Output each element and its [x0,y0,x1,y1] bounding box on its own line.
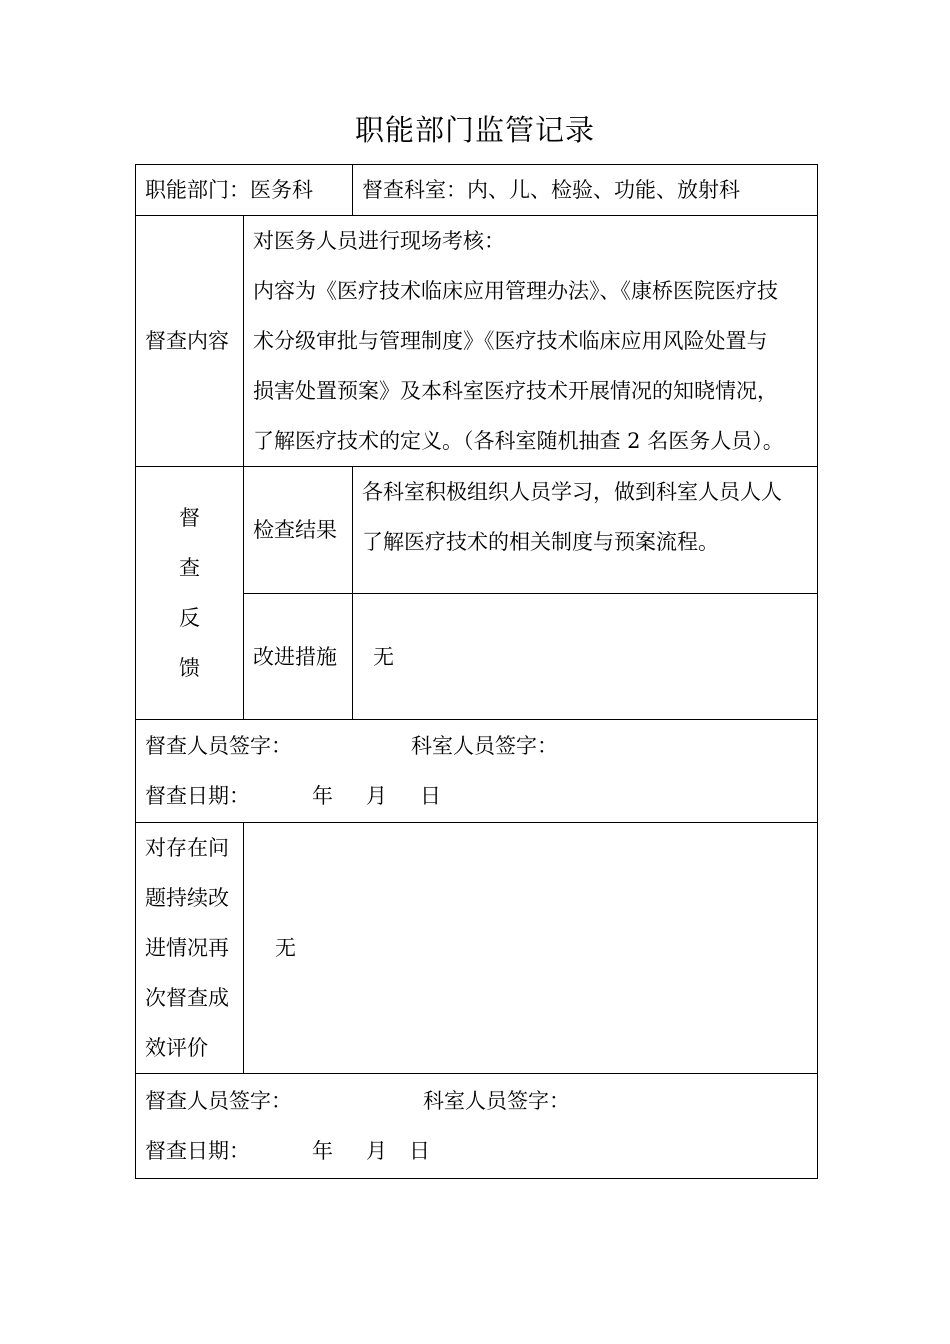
result-text [353,467,817,567]
sign-cell-2 [136,1074,818,1179]
date-line [145,771,811,821]
month-label: 月 [366,1139,387,1163]
evaluation-row [136,823,818,1074]
evaluation-value: 无 [275,936,296,960]
content-value-cell [244,216,818,467]
sign-cell [136,720,818,823]
result-line: 了解医疗技术的相关制度与预案流程。 [362,530,719,554]
feedback-char: 查 [179,556,200,580]
feedback-char: 馈 [179,656,200,680]
sign-block [136,721,817,821]
evaluation-label [136,823,243,1073]
evaluation-label-line: 效评价 [145,1036,208,1060]
content-line: 对医务人员进行现场考核： [253,229,505,253]
dept-sign-label: 科室人员签字： [423,1089,570,1113]
sign-block-2 [136,1076,817,1176]
supervision-record-table [135,164,818,1179]
dept-cell [136,165,353,216]
evaluation-label-line: 次督查成 [145,986,229,1010]
signature-line [145,721,811,771]
improve-value: 无 [373,644,394,669]
evaluation-label-cell [136,823,244,1074]
sign-row [136,720,818,823]
date-line [145,1126,811,1176]
content-label: 督查内容 [145,329,229,353]
date-label: 督查日期： [145,784,250,808]
inspected-dept-cell [353,165,818,216]
signature-line [145,1076,811,1126]
inspector-sign-label: 督查人员签字： [145,1089,292,1113]
page-title: 职能部门监管记录 [354,113,595,147]
improve-value-cell [353,594,818,720]
evaluation-value-cell [244,823,818,1074]
result-row [136,467,818,594]
improve-label-cell [244,594,353,720]
feedback-char: 反 [179,606,200,630]
feedback-char: 督 [179,506,200,530]
date-label: 督查日期： [145,1139,250,1163]
header-row [136,165,818,216]
evaluation-label-line: 进情况再 [145,936,229,960]
feedback-label-cell [136,467,244,720]
result-value-cell [353,467,818,594]
day-label: 日 [409,1139,430,1163]
content-line: 损害处置预案》及本科室医疗技术开展情况的知晓情况， [253,379,778,403]
sign-row-2 [136,1074,818,1179]
content-label-cell [136,216,244,467]
feedback-label [136,493,243,693]
inspected-dept-label: 督查科室：内、儿、检验、功能、放射科 [362,178,740,202]
evaluation-label-line: 对存在问 [145,836,229,860]
result-label: 检查结果 [253,518,337,542]
result-label-cell [244,467,353,594]
result-line: 各科室积极组织人员学习，做到科室人员人人 [362,480,782,504]
day-label: 日 [420,784,441,808]
content-row [136,216,818,467]
content-text [244,216,817,466]
content-line: 了解医疗技术的定义。（各科室随机抽查 2 名医务人员）。 [253,429,784,453]
dept-label: 职能部门：医务科 [145,178,313,202]
content-line: 术分级审批与管理制度》《医疗技术临床应用风险处置与 [253,329,768,353]
dept-sign-label: 科室人员签字： [411,734,558,758]
year-label: 年 [312,1139,333,1163]
month-label: 月 [366,784,387,808]
improve-label: 改进措施 [253,644,337,669]
content-line: 内容为《医疗技术临床应用管理办法》、《康桥医院医疗技 [253,279,778,303]
inspector-sign-label: 督查人员签字： [145,734,292,758]
year-label: 年 [312,784,333,808]
evaluation-label-line: 题持续改 [145,886,229,910]
